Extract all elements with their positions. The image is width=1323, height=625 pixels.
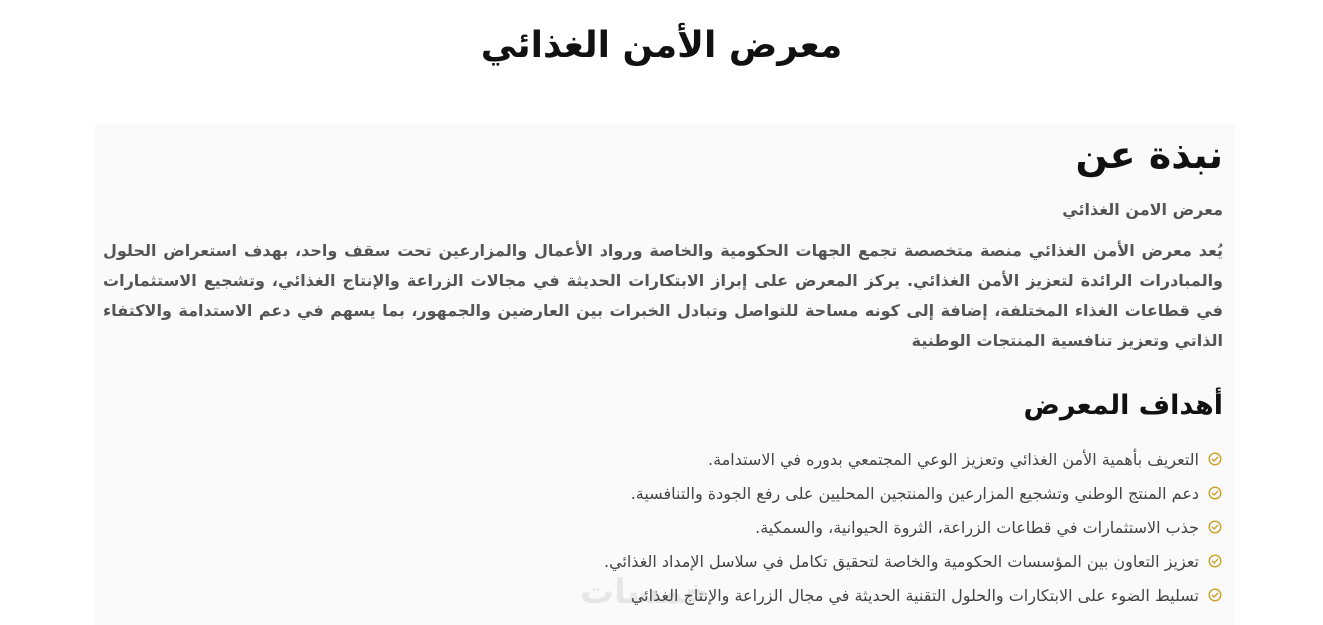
goal-text: تعزيز التعاون بين المؤسسات الحكومية والخاصة لتحقيق تكامل في سلاسل الإمداد الغذائي.	[604, 551, 1199, 571]
about-heading: نبذة عن	[1075, 133, 1223, 177]
page-title: معرض الأمن الغذائي	[480, 25, 843, 66]
check-circle-icon	[1207, 451, 1223, 467]
about-subtitle: معرض الامن الغذائي	[1062, 200, 1223, 219]
goal-item	[604, 578, 1223, 612]
goal-item	[604, 510, 1223, 544]
goal-item	[604, 476, 1223, 510]
goal-item	[604, 442, 1223, 476]
goal-item	[604, 544, 1223, 578]
check-circle-icon	[1207, 553, 1223, 569]
goals-heading: أهداف المعرض	[1023, 390, 1223, 421]
about-description: يُعد معرض الأمن الغذائي منصة متخصصة تجمع الجهات الحكومية والخاصة ورواد الأعمال والمزارعين تحت سقف واحد، بهدف استعراض الحلول والمبادرات الرائدة لتعزيز الأمن الغذائي. يركز المعرض على إبراز الابتكارات الحديثة في مجالات الزراعة والإنتاج الغذائي، وتشجيع الاستثمارات في قطاعات الغذاء المختلفة، إضافة إلى كونه مساحة للتواصل وتبادل الخبرات بين العارضين والجمهور، بما يسهم في دعم الاستدامة والاكتفاء الذاتي وتعزيز تنافسية المنتجات الوطنية	[103, 241, 1223, 350]
check-circle-icon	[1207, 519, 1223, 535]
goal-text: دعم المنتج الوطني وتشجيع المزارعين والمنتجين المحليين على رفع الجودة والتنافسية.	[630, 483, 1199, 503]
check-circle-icon	[1207, 587, 1223, 603]
watermark-logo: خمسات	[580, 572, 709, 612]
goals-list	[604, 442, 1223, 612]
goal-text: التعريف بأهمية الأمن الغذائي وتعزيز الوعي المجتمعي بدوره في الاستدامة.	[708, 449, 1199, 469]
goal-text: جذب الاستثمارات في قطاعات الزراعة، الثروة الحيوانية، والسمكية.	[755, 517, 1199, 537]
check-circle-icon	[1207, 485, 1223, 501]
goal-text: تسليط الضوء على الابتكارات والحلول التقنية الحديثة في مجال الزراعة والإنتاج الغذائي	[630, 585, 1199, 605]
